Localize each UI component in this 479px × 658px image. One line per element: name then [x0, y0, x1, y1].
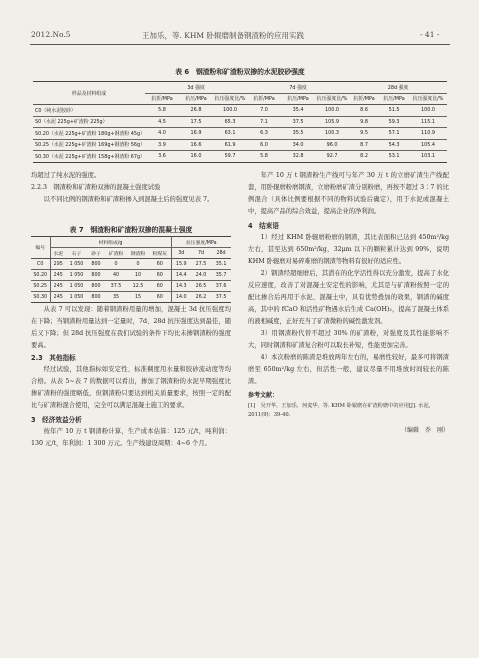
page-number: - 41 - — [420, 30, 440, 39]
table7-subheader: 粉煤灰 — [149, 248, 171, 259]
table7-subheader: 水泥 — [53, 251, 64, 257]
table6-cell: 51.5 — [388, 107, 400, 114]
table7-cell: 800 — [91, 283, 101, 289]
table-row — [31, 281, 231, 292]
paragraph: 按年产 10 万 t 钢渣粉计算，生产成本估算：125 元/t，吨利润：130 元/t，年利润：1 300 万元。生产线建设周期：4~6 个月。 — [31, 428, 231, 447]
table7-cell: 60 — [149, 259, 171, 270]
table7-material-group: 材料组成/g — [50, 237, 171, 248]
table6-cell: 37.5 — [292, 118, 304, 125]
table6-cell: 8.6 — [360, 107, 368, 114]
table7-cell: 35 — [112, 294, 120, 300]
table7-cell: 1 050 — [69, 294, 84, 300]
table6-row-name: S0.25（水泥 225g+矿渣粉 169g+钢渣粉 56g） — [35, 142, 145, 149]
table7-cell: 1 050 — [69, 283, 84, 289]
table7-cell: 800 — [91, 272, 101, 278]
table7-cell: 10 — [134, 272, 142, 278]
table6-subheader: 抗压强度比/% — [214, 96, 246, 103]
table-row — [33, 139, 447, 151]
table6-cell: 16.0 — [190, 153, 202, 160]
table6-age-7d: 7d 强度 — [247, 82, 349, 94]
table-row — [33, 105, 447, 117]
table7-subheader: 7d — [197, 250, 205, 256]
table6-cell: 7.0 — [260, 107, 268, 114]
table6-cell: 8.2 — [360, 153, 368, 160]
table6-cell: 6.0 — [260, 141, 268, 148]
paragraph: 以不同比例的钢渣粉和矿渣粉掺入到混凝土后的强度见表 7。 — [43, 196, 214, 203]
table7-cell: 37.5 — [215, 294, 227, 300]
table7-cell: 35.1 — [215, 261, 227, 267]
table7-cell: 40 — [112, 272, 120, 278]
table6-cell: 65.3 — [224, 118, 236, 125]
right-column — [248, 170, 449, 435]
table7-cell: 60 — [149, 281, 171, 292]
table6-cell: 4.0 — [158, 130, 166, 137]
table7-subheader: 28d — [216, 250, 226, 256]
running-title: 王加乐，等. KHM 卧辊磨制备钢渣粉的应用实践 — [142, 31, 304, 40]
table7-cell: 1 050 — [69, 272, 84, 278]
table7-cell: 60 — [149, 292, 171, 303]
table6-cell: 100.0 — [421, 107, 436, 114]
journal-issue: 2012.No.5 — [31, 30, 71, 39]
table7-cell: 800 — [91, 294, 101, 300]
table6-cell: 8.7 — [360, 141, 368, 148]
header-rule — [30, 44, 450, 45]
paragraph: 4）本次粉磨的陈渣是堆放两年左右的，易磨性较好，最多可将钢渣磨至 650m²/kg 左右，但活性一般，建议尽量不用堆放时间较长的陈渣。 — [248, 354, 449, 385]
table6-cell: 26.8 — [190, 107, 202, 114]
table6-cell: 61.9 — [224, 141, 236, 148]
table6-row-name: S0.20（水泥 225g+矿渣粉 180g+钢渣粉 45g） — [35, 130, 145, 137]
table7-cell: 26.5 — [195, 283, 207, 289]
table6-cell: 63.1 — [224, 130, 236, 137]
table7-cell: 12.5 — [132, 283, 144, 289]
table6-subheader: 抗折/MPa — [151, 96, 173, 103]
table7-cell: 245 — [53, 283, 63, 289]
table6-row-name: S0.30（水泥 225g+矿渣粉 158g+钢渣粉 67g） — [35, 153, 145, 160]
paragraph: 2）钢渣经超细磨后，其潜在的化学活性得以充分激发，提高了水化反应速度，改善了对混凝土安定性的影响，尤其是与矿渣粉按照一定的配比掺合后再用于水泥、混凝土中，具有优势叠加的效果，钢渣的碱度高，其中的 fCaO 和活性矿物遇水后生成 Ca(OH)₂，提高了混凝土体系的液相碱度，正好充当了矿渣微粉的碱性激发剂。 — [248, 270, 449, 325]
table7-subheader: 钢渣粉 — [130, 251, 146, 257]
table6-subheader: 抗压强度比/% — [412, 96, 444, 103]
table7-cell: 27.5 — [195, 261, 207, 267]
table-row — [33, 116, 447, 128]
table7 — [31, 236, 231, 303]
table7-cell: 26.2 — [195, 294, 207, 300]
table7-cell: 295 — [53, 261, 63, 267]
table6-cell: 5.8 — [158, 107, 166, 114]
table7-cell: 24.0 — [195, 272, 207, 278]
table7-id-header: 编号 — [31, 237, 50, 259]
table6-subheader: 抗折/MPa — [253, 96, 275, 103]
left-column — [31, 170, 231, 206]
table7-cell: 0 — [114, 261, 118, 267]
table7-cell: 37.5 — [110, 283, 122, 289]
table7-cell: 60 — [149, 270, 171, 281]
table7-caption: 表 7 钢渣粉和矿渣粉双掺的混凝土强度 — [69, 226, 193, 234]
table6-cell: 53.1 — [388, 153, 400, 160]
table7-cell: 15.9 — [175, 261, 187, 267]
table-row — [31, 292, 231, 303]
table7-cell: 245 — [53, 294, 63, 300]
table6-age-28d: 28d 强度 — [349, 82, 447, 94]
table6-subheader: 抗折/MPa — [353, 96, 375, 103]
table6-cell: 115.1 — [421, 118, 436, 125]
table6-subheader: 抗压/MPa — [185, 96, 207, 103]
section-heading: 2.3 其他指标 — [31, 354, 76, 362]
table7-cell: 35.7 — [215, 272, 227, 278]
table7-row-id: S0.30 — [31, 292, 50, 303]
table6-cell: 100.0 — [325, 107, 340, 114]
table6-cell: 57.1 — [388, 130, 400, 137]
section-heading: 3 经济效益分析 — [31, 416, 82, 424]
table-row — [33, 128, 447, 140]
table6-cell: 16.6 — [190, 141, 202, 148]
left-column-body — [31, 304, 231, 450]
table6-row-name: C0（纯水泥胶砂） — [35, 107, 76, 114]
editor-note: （编辑 乔 刚） — [400, 427, 449, 434]
table6-cell: 105.4 — [421, 141, 436, 148]
table7-row-id: C0 — [31, 259, 50, 270]
table7-cell: 37.6 — [215, 283, 227, 289]
paragraph: 经过试验，其他指标如安定性、标准稠度用水量和胶砂流动度等均合格。从表 5~表 7 的数据可以看出，掺加了钢渣粉的水泥早期强度比掺矿渣粉的强度略低，但钢渣粉只要达到相关质量要求，按照一定的配比与矿渣粉混合使用，完全可以满足混凝土施工的要求。 — [31, 366, 231, 409]
table6-cell: 16.9 — [190, 130, 202, 137]
paragraph: 从表 7 可以发现：随着钢渣粉用量的增加，混凝土 3d 抗压强度均在下降；当钢渣粉用量达到一定量时，7d、28d 抗压强度达到最佳，随后又下降；但 28d 抗压强度在我们试验的条件下均比未掺钢渣粉的强度要高。 — [31, 306, 231, 349]
paragraph: 1）经过 KHM 卧辊磨粉磨的钢渣，其比表面积已达到 450m²/kg 左右，甚至达到 650m²/kg，32μm 以下的颗粒累计达到 99%，说明 KHM 卧辊磨对易碎难磨的钢渣等物料有很好的适应性。 — [248, 234, 449, 265]
paragraph: 3）用钢渣粉代替不超过 30% 的矿渣粉，对强度及其性能影响不大，同时钢渣和矿渣复合粉可以取长补短，性能更加完善。 — [248, 330, 449, 349]
table6-cell: 35.4 — [292, 107, 304, 114]
table6-cell: 92.7 — [326, 153, 338, 160]
table7-subheader: 3d — [178, 250, 185, 256]
table6-subheader: 抗压/MPa — [383, 96, 405, 103]
table6-cell: 9.5 — [360, 130, 368, 137]
table-row — [31, 270, 231, 281]
table6-cell: 59.7 — [224, 153, 236, 160]
table6-caption: 表 6 钢渣粉和矿渣粉双掺的水泥胶砂强度 — [175, 68, 305, 76]
table6-cell: 6.3 — [260, 130, 268, 137]
table6-cell: 34.0 — [292, 141, 304, 148]
table7-cell: 245 — [53, 272, 63, 278]
paragraph: 年产 10 万 t 钢渣粉生产线可与年产 30 万 t 的立磨矿渣生产线配套，用卧辊磨粉磨钢渣，立磨粉磨矿渣分别粉磨，再按不超过 3∶7 的比例混合（具体比例要根据不同的物料试验后确定），用于水泥或混凝土中，提高产品的综合效益，提高企业的净利润。 — [248, 172, 449, 215]
paragraph: 均超过了纯水泥的强度。 — [31, 172, 101, 179]
table6-group-header: 样品及材料组成 — [33, 82, 145, 105]
table6-subheader: 抗压强度比/% — [316, 96, 348, 103]
section-heading: 4 结束语 — [248, 222, 279, 230]
table7-subheader: 石子 — [71, 251, 82, 257]
table6-cell: 105.9 — [325, 118, 340, 125]
reference-item: [1] 吴开华，王加乐，何麦华，等. KHM 卧辊磨在矿渣粉磨中的应用[J]. 水泥，2011(9)：39-40. — [248, 403, 434, 418]
table7-cell: 14.3 — [175, 283, 187, 289]
table-row — [33, 151, 447, 163]
table7-cell: 1 050 — [69, 261, 84, 267]
table6-cell: 3.9 — [158, 141, 166, 148]
table7-subheader: 砂子 — [91, 251, 101, 257]
table6-cell: 103.1 — [421, 153, 436, 160]
table6-cell: 35.5 — [292, 130, 304, 137]
table6-cell: 59.3 — [388, 118, 400, 125]
table6-cell: 110.9 — [421, 130, 436, 137]
table7-subheader: 矿渣粉 — [108, 251, 124, 257]
table7-cell: 14.0 — [175, 294, 187, 300]
table6-cell: 17.5 — [190, 118, 202, 125]
table6-cell: 32.8 — [292, 153, 304, 160]
table6-cell: 3.6 — [158, 153, 166, 160]
table6-cell: 100.0 — [223, 107, 238, 114]
table6-cell: 4.5 — [158, 118, 166, 125]
table6-age-3d: 3d 强度 — [145, 82, 247, 94]
table6-cell: 5.8 — [260, 153, 268, 160]
table6-cell: 7.1 — [260, 118, 268, 125]
table-row — [31, 259, 231, 270]
table7-strength-group: 抗压强度/MPa — [171, 237, 231, 248]
table7-cell: 15 — [134, 294, 142, 300]
table6-cell: 9.8 — [360, 118, 368, 125]
table7-cell: 14.4 — [175, 272, 187, 278]
table6 — [33, 81, 447, 163]
table6-cell: 54.3 — [388, 141, 400, 148]
table7-row-id: S0.25 — [31, 281, 50, 292]
table6-subheader: 抗压/MPa — [287, 96, 309, 103]
table7-cell: 800 — [91, 261, 101, 267]
table6-cell: 100.3 — [325, 130, 340, 137]
table7-cell: 0 — [136, 261, 140, 267]
subsection-heading: 2.2.3 钢渣粉和矿渣粉双掺的混凝土强度试验 — [31, 184, 161, 191]
table7-row-id: S0.20 — [31, 270, 50, 281]
table6-row-name: S0（水泥 225g+矿渣粉 225g） — [35, 119, 108, 126]
references-heading: 参考文献： — [248, 392, 279, 399]
table6-cell: 96.0 — [326, 141, 338, 148]
